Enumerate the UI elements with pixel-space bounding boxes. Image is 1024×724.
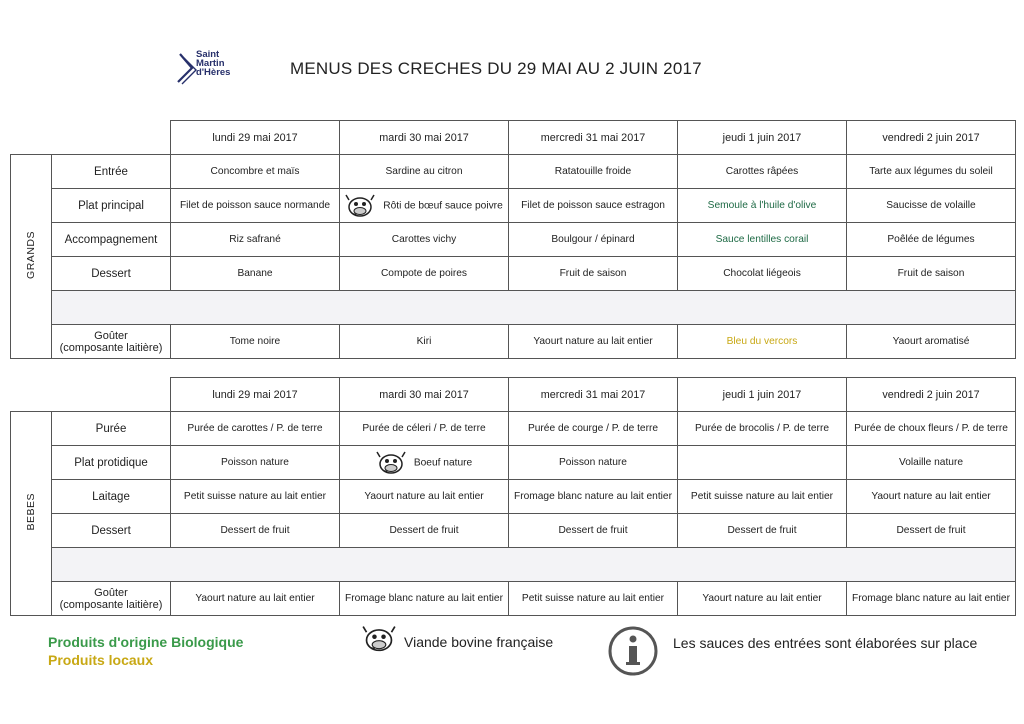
city-logo [176,48,246,92]
menu-cell: Yaourt nature au lait entier [847,480,1016,514]
menu-cell: Poisson nature [509,446,678,480]
gouter-cell: Yaourt nature au lait entier [171,582,340,616]
day-header: vendredi 2 juin 2017 [847,378,1016,412]
menu-cell: Purée de courge / P. de terre [509,412,678,446]
menu-cell-text: Rôti de bœuf sauce poivre [383,200,503,212]
menu-cell-bio: Semoule à l'huile d'olive [678,189,847,223]
menu-cell: Carottes vichy [340,223,509,257]
legend-local: Produits locaux [48,652,154,668]
corner-blank [52,378,171,412]
day-header: mercredi 31 mai 2017 [509,121,678,155]
corner-blank [11,378,52,412]
day-header: jeudi 1 juin 2017 [678,121,847,155]
separator-row [52,548,1016,582]
gouter-cell: Tome noire [171,325,340,359]
menu-cell: Saucisse de volaille [847,189,1016,223]
separator-row [52,291,1016,325]
menu-cell [678,446,847,480]
row-label-gouter: Goûter (composante laitière) [52,582,171,616]
menu-cell-bio: Sauce lentilles corail [678,223,847,257]
day-header: lundi 29 mai 2017 [171,378,340,412]
menu-cell: Yaourt nature au lait entier [340,480,509,514]
menu-cell: Petit suisse nature au lait entier [678,480,847,514]
menu-cell: Poêlée de légumes [847,223,1016,257]
menu-cell: Carottes râpées [678,155,847,189]
row-label: Plat protidique [52,446,171,480]
menu-cell: Filet de poisson sauce normande [171,189,340,223]
cow-icon [376,450,406,476]
grands-table [10,120,1016,359]
gouter-cell: Yaourt nature au lait entier [509,325,678,359]
menu-cell: Purée de brocolis / P. de terre [678,412,847,446]
legend-sauces: Les sauces des entrées sont élaborées sur place [673,635,978,651]
gouter-cell-local: Bleu du vercors [678,325,847,359]
cow-icon [362,624,396,654]
menu-cell: Dessert de fruit [340,514,509,548]
menu-cell: Sardine au citron [340,155,509,189]
row-label: Purée [52,412,171,446]
cow-icon [345,193,375,219]
logo-text: Saint Martin d'Hères [196,49,231,78]
page-title: MENUS DES CRECHES DU 29 MAI AU 2 JUIN 2017 [290,59,702,78]
menu-cell: Poisson nature [171,446,340,480]
menu-cell: Purée de choux fleurs / P. de terre [847,412,1016,446]
menu-cell: Purée de carottes / P. de terre [171,412,340,446]
row-label-gouter: Goûter (composante laitière) [52,325,171,359]
row-label: Laitage [52,480,171,514]
menu-cell: Compote de poires [340,257,509,291]
menu-cell: Fromage blanc nature au lait entier [509,480,678,514]
group-label-bebes: BEBES [11,412,52,616]
row-label: Dessert [52,514,171,548]
row-label: Accompagnement [52,223,171,257]
menu-cell: Banane [171,257,340,291]
info-icon [607,625,659,677]
day-header: mardi 30 mai 2017 [340,121,509,155]
legend-beef: Viande bovine française [404,634,554,650]
menu-cell: Ratatouille froide [509,155,678,189]
day-header: jeudi 1 juin 2017 [678,378,847,412]
menu-cell: Concombre et maïs [171,155,340,189]
menu-cell: Fruit de saison [847,257,1016,291]
menu-cell: Filet de poisson sauce estragon [509,189,678,223]
menu-cell-text: Boeuf nature [413,457,473,469]
gouter-cell: Kiri [340,325,509,359]
day-header: lundi 29 mai 2017 [171,121,340,155]
menu-cell: Riz safrané [171,223,340,257]
menu-cell: Tarte aux légumes du soleil [847,155,1016,189]
menu-cell: Fruit de saison [509,257,678,291]
gouter-cell: Fromage blanc nature au lait entier [340,582,509,616]
gouter-cell: Petit suisse nature au lait entier [509,582,678,616]
menu-cell: Volaille nature [847,446,1016,480]
bebes-table [10,377,1016,616]
corner-blank [11,121,52,155]
day-header: mardi 30 mai 2017 [340,378,509,412]
menu-cell: Dessert de fruit [509,514,678,548]
gouter-cell: Fromage blanc nature au lait entier [847,582,1016,616]
menu-cell: Chocolat liégeois [678,257,847,291]
day-header: mercredi 31 mai 2017 [509,378,678,412]
menu-cell: Petit suisse nature au lait entier [171,480,340,514]
row-label: Plat principal [52,189,171,223]
menu-cell: Boulgour / épinard [509,223,678,257]
day-header: vendredi 2 juin 2017 [847,121,1016,155]
group-label-grands: GRANDS [11,155,52,359]
menu-cell: Dessert de fruit [847,514,1016,548]
menu-cell [340,446,509,480]
row-label: Dessert [52,257,171,291]
menu-cell: Dessert de fruit [171,514,340,548]
menu-cell: Dessert de fruit [678,514,847,548]
gouter-cell: Yaourt aromatisé [847,325,1016,359]
legend-bio: Produits d'origine Biologique [48,634,244,650]
gouter-cell: Yaourt nature au lait entier [678,582,847,616]
corner-blank [52,121,171,155]
row-label: Entrée [52,155,171,189]
menu-cell: Purée de céleri / P. de terre [340,412,509,446]
menu-cell [340,189,509,223]
